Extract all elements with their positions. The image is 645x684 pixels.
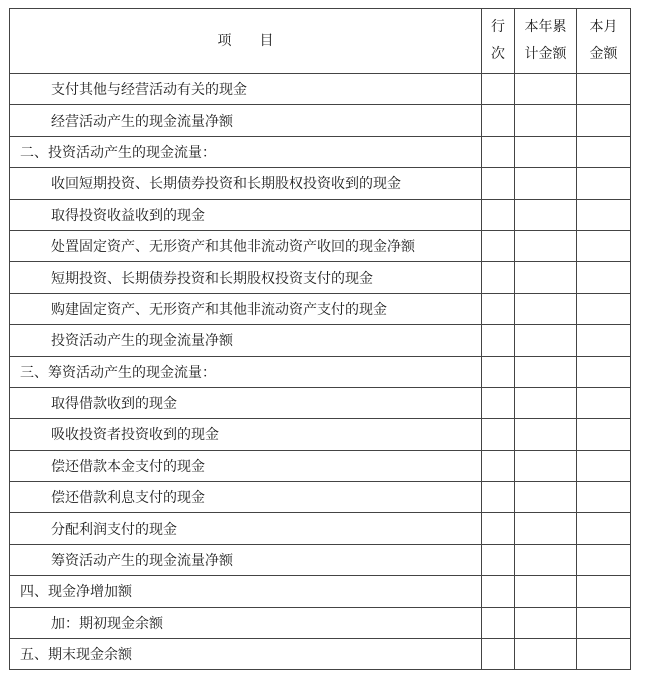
header-ytd-2: 计金额 [524,46,567,62]
header-line-no [482,9,515,74]
row-label: 二、投资活动产生的现金流量： [10,136,482,167]
line-no-cell [482,325,515,356]
line-no-cell [482,544,515,575]
ytd-amount-cell [515,262,577,293]
row-label: 吸收投资者投资收到的现金 [10,419,482,450]
month-amount-cell [577,544,631,575]
row-label: 五、期末现金余额 [10,639,482,670]
row-label: 筹资活动产生的现金流量净额 [10,544,482,575]
row-label: 偿还借款利息支付的现金 [10,482,482,513]
ytd-amount-cell [515,513,577,544]
table-row [10,482,631,513]
ytd-amount-cell [515,607,577,638]
month-amount-cell [577,136,631,167]
line-no-cell [482,105,515,136]
line-no-cell [482,419,515,450]
month-amount-cell [577,168,631,199]
row-label: 偿还借款本金支付的现金 [10,450,482,481]
ytd-amount-cell [515,544,577,575]
line-no-cell [482,576,515,607]
line-no-cell [482,168,515,199]
ytd-amount-cell [515,482,577,513]
row-label: 经营活动产生的现金流量净额 [10,105,482,136]
header-month-amount [577,9,631,74]
header-line-no-2: 次 [491,46,505,62]
month-amount-cell [577,105,631,136]
month-amount-cell [577,325,631,356]
row-label: 投资活动产生的现金流量净额 [10,325,482,356]
ytd-amount-cell [515,168,577,199]
table-row [10,544,631,575]
line-no-cell [482,293,515,324]
table-row [10,639,631,670]
row-label: 处置固定资产、无形资产和其他非流动资产收回的现金净额 [10,230,482,261]
ytd-amount-cell [515,74,577,105]
row-label: 取得借款收到的现金 [10,387,482,418]
ytd-amount-cell [515,387,577,418]
table-row [10,293,631,324]
line-no-cell [482,199,515,230]
month-amount-cell [577,262,631,293]
table-row [10,513,631,544]
month-amount-cell [577,482,631,513]
line-no-cell [482,262,515,293]
row-label: 四、现金净增加额 [10,576,482,607]
line-no-cell [482,513,515,544]
header-month-1: 本月 [589,19,618,35]
month-amount-cell [577,356,631,387]
ytd-amount-cell [515,293,577,324]
ytd-amount-cell [515,356,577,387]
month-amount-cell [577,74,631,105]
line-no-cell [482,136,515,167]
header-item: 项目 [10,9,482,74]
ytd-amount-cell [515,136,577,167]
table-row [10,105,631,136]
header-ytd-1: 本年累 [524,19,567,35]
cash-flow-table [9,8,631,670]
header-row [10,9,631,74]
ytd-amount-cell [515,639,577,670]
table-row [10,356,631,387]
ytd-amount-cell [515,199,577,230]
table-row [10,74,631,105]
header-month-2: 金额 [589,46,618,62]
line-no-cell [482,74,515,105]
ytd-amount-cell [515,230,577,261]
line-no-cell [482,356,515,387]
month-amount-cell [577,387,631,418]
header-line-no-1: 行 [491,19,505,35]
month-amount-cell [577,419,631,450]
table-row [10,199,631,230]
table-row [10,419,631,450]
month-amount-cell [577,576,631,607]
table-row [10,607,631,638]
table-row [10,168,631,199]
row-label: 支付其他与经营活动有关的现金 [10,74,482,105]
row-label: 短期投资、长期债券投资和长期股权投资支付的现金 [10,262,482,293]
line-no-cell [482,639,515,670]
line-no-cell [482,387,515,418]
line-no-cell [482,607,515,638]
row-label: 三、筹资活动产生的现金流量： [10,356,482,387]
ytd-amount-cell [515,576,577,607]
row-label: 分配利润支付的现金 [10,513,482,544]
table-row [10,450,631,481]
month-amount-cell [577,293,631,324]
month-amount-cell [577,639,631,670]
month-amount-cell [577,230,631,261]
table-row [10,325,631,356]
ytd-amount-cell [515,419,577,450]
line-no-cell [482,482,515,513]
table-row [10,230,631,261]
ytd-amount-cell [515,450,577,481]
table-row [10,136,631,167]
line-no-cell [482,230,515,261]
row-label: 收回短期投资、长期债券投资和长期股权投资收到的现金 [10,168,482,199]
table-row [10,576,631,607]
row-label: 取得投资收益收到的现金 [10,199,482,230]
ytd-amount-cell [515,105,577,136]
table-row [10,262,631,293]
line-no-cell [482,450,515,481]
header-ytd-amount [515,9,577,74]
row-label: 加：期初现金余额 [10,607,482,638]
month-amount-cell [577,607,631,638]
month-amount-cell [577,199,631,230]
row-label: 购建固定资产、无形资产和其他非流动资产支付的现金 [10,293,482,324]
month-amount-cell [577,450,631,481]
ytd-amount-cell [515,325,577,356]
month-amount-cell [577,513,631,544]
table-row [10,387,631,418]
